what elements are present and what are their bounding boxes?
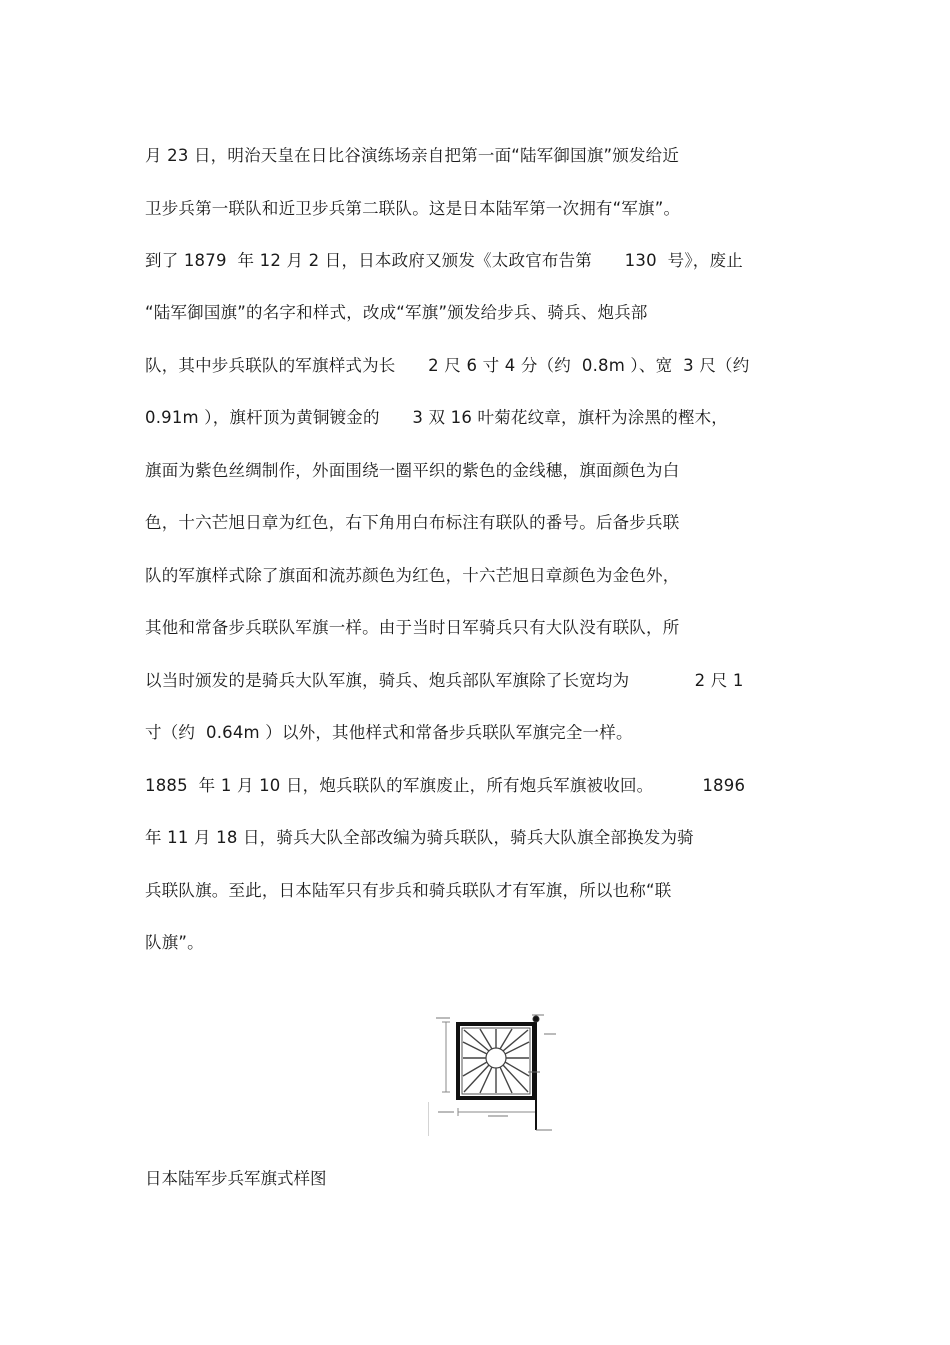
paragraph-line: “陆军御国旗”的名字和样式，改成“军旗”颁发给步兵、骑兵、炮兵部 xyxy=(145,303,648,322)
paragraph-line: 年 11 月 18 日，骑兵大队全部改编为骑兵联队，骑兵大队旗全部换发为骑 xyxy=(145,828,694,847)
paragraph-line: 其他和常备步兵联队军旗一样。由于当时日军骑兵只有大队没有联队，所 xyxy=(145,618,680,637)
paragraph-line: 1885 年 1 月 10 日，炮兵联队的军旗废止，所有炮兵军旗被收回。 1896 xyxy=(145,776,746,795)
paragraph-line: 到了 1879 年 12 月 2 日，日本政府又颁发《太政官布告第 130 号》，废止 xyxy=(145,251,743,270)
paragraph-line: 队的军旗样式除了旗面和流苏颜色为红色，十六芒旭日章颜色为金色外， xyxy=(145,566,680,585)
paragraph-line: 色，十六芒旭日章为红色，右下角用白布标注有联队的番号。后备步兵联 xyxy=(145,513,680,532)
paragraph-line: 月 23 日，明治天皇在日比谷演练场亲自把第一面“陆军御国旗”颁发给近 xyxy=(145,146,680,165)
paragraph-line: 旗面为紫色丝绸制作，外面围绕一圈平织的紫色的金线穗，旗面颜色为白 xyxy=(145,461,680,480)
paragraph-line: 寸（约 0.64m ）以外，其他样式和常备步兵联队军旗完全一样。 xyxy=(145,723,633,742)
figure-caption: 日本陆军步兵军旗式样图 xyxy=(145,1169,327,1188)
paragraph-line: 队，其中步兵联队的军旗样式为长 2 尺 6 寸 4 分（约 0.8m ）、宽 3 尺（约 xyxy=(145,356,750,375)
flag-diagram-drawing xyxy=(428,1015,556,1136)
paragraph-line: 以当时颁发的是骑兵大队军旗，骑兵、炮兵部队军旗除了长宽均为 2 尺 1 xyxy=(145,671,744,690)
flag-diagram-image xyxy=(428,1012,558,1136)
paragraph-line: 0.91m ），旗杆顶为黄铜镀金的 3 双 16 叶菊花纹章，旗杆为涂黑的樫木， xyxy=(145,408,729,427)
paragraph-line: 卫步兵第一联队和近卫步兵第二联队。这是日本陆军第一次拥有“军旗”。 xyxy=(145,199,681,218)
paragraph-line: 队旗”。 xyxy=(145,933,204,952)
paragraph-line: 兵联队旗。至此，日本陆军只有步兵和骑兵联队才有军旗，所以也称“联 xyxy=(145,881,672,900)
